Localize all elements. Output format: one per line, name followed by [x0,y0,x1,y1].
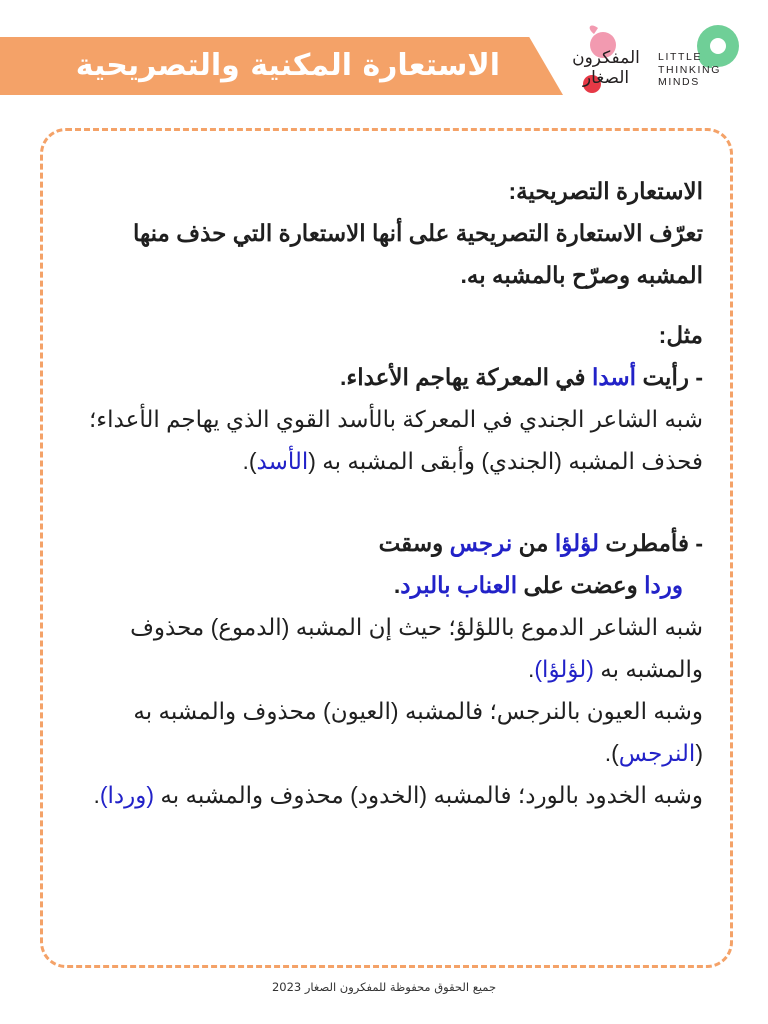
section-heading: الاستعارة التصريحية: [508,178,703,204]
brand-logo [566,22,746,102]
copyright-footer: جميع الحقوق محفوظة للمفكرون الصغار 2023 [271,980,497,994]
example1-part1: - رأيت [636,364,703,390]
logo-english-text [658,51,721,89]
verse2-highlight-roses: وردا [644,572,683,598]
logo-english-line1: LITTLE [658,51,703,63]
lesson-content [70,170,703,816]
example1-exp-part1: شبه الشاعر الجندي في المعركة بالأسد القوي الذي يهاجم الأعداء؛ فحذف المشبه (الجندي) وأبقى المشبه به ( [89,406,703,474]
example1-highlight-lion: أسدا [591,364,637,390]
verse1-highlight-pearls: لؤلؤا [554,530,600,556]
logo-arabic-line2: الصغار [582,68,630,88]
exp1-highlight: (لؤلؤا) [534,656,594,682]
exp3-highlight: (وردا) [99,782,154,808]
exp3-end: . [93,782,100,808]
logo-arabic-line1: المفكرون [572,48,640,68]
spacer [70,482,703,522]
logo-arabic-text [566,48,646,88]
example2-verse-line2 [70,564,703,606]
exp2-highlight: النرجس [618,740,696,766]
example2-explanation1 [70,606,703,690]
example1-exp-part3: ). [242,448,257,474]
example1-explanation [70,398,703,482]
exp1-part1: شبه الشاعر الدموع باللؤلؤ؛ حيث إن المشبه (الدموع) محذوف والمشبه به [130,614,703,682]
example1-part3: في المعركة يهاجم الأعداء. [340,364,592,390]
exp2-part1: وشبه العيون بالنرجس؛ فالمشبه (العيون) محذوف والمشبه به ( [133,698,703,766]
definition-text: تعرّف الاستعارة التصريحية على أنها الاستعارة التي حذف منها المشبه وصرّح بالمشبه به. [132,220,703,288]
spacer [70,296,703,314]
example1-exp-highlight: الأسد [256,448,309,474]
verse1-part1: - فأمطرت [599,530,703,556]
example2-explanation3 [70,774,703,816]
verse2-highlight-jujube: العناب [456,572,518,598]
example2-explanation2 [70,690,703,774]
logo-pink-leaf [590,26,598,34]
example2-verse-line1 [70,522,703,564]
logo-english-line3: MINDS [658,76,700,88]
exp1-end: . [528,656,535,682]
example-label: مثل: [658,322,703,348]
verse1-part5: وسقت [378,530,450,556]
exp2-end: ). [604,740,619,766]
logo-english-line2: THINKING [658,63,721,76]
verse2-end: . [393,572,401,598]
verse1-part3: من [512,530,555,556]
example1-sentence [70,356,703,398]
verse2-highlight-hail: بالبرد [400,572,451,598]
verse2-part2: وعضت على [517,572,645,598]
page-title: الاستعارة المكنية والتصريحية [75,48,500,83]
verse1-highlight-narcissus: نرجس [449,530,513,556]
exp3-part1: وشبه الخدود بالورد؛ فالمشبه (الخدود) محذوف والمشبه به [154,782,703,808]
